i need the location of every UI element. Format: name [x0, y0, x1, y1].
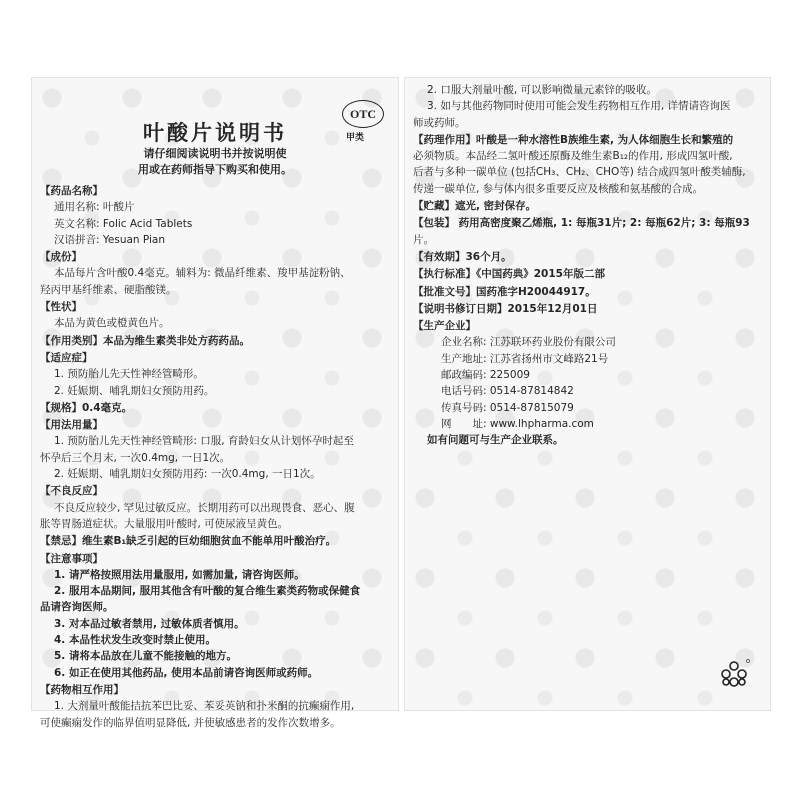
section-heading: 【适应症】 — [40, 351, 93, 364]
text-line: 汉语拼音: Yesuan Pian — [54, 233, 166, 246]
text-line: 品请咨询医师。 — [40, 601, 114, 614]
text-line: 后者与多种一碳单位 (包括CH₃、CH₂、CHO等) 结合成四氢叶酸类辅酶, — [413, 166, 746, 179]
section-heading: 【说明书修订日期】2015年12月01日 — [413, 302, 598, 315]
text-line: 4. 本品性状发生改变时禁止使用。 — [54, 634, 216, 647]
right-leaflet-page — [405, 78, 770, 710]
text-line: 必须物质。本品经二氢叶酸还原酶及维生素B₁₂的作用, 形成四氢叶酸, — [413, 150, 733, 163]
left-text-column — [40, 182, 390, 731]
section-heading: 【有效期】36个月。 — [413, 250, 512, 263]
text-line: 网 址: www.lhpharma.com — [441, 417, 594, 430]
document-title: 叶酸片说明书 — [143, 121, 287, 145]
text-line: 不良反应较少, 罕见过敏反应。长期用药可以出现畏食、恶心、腹 — [54, 501, 355, 514]
text-line: 1. 预防胎儿先天性神经管畸形。 — [54, 368, 204, 381]
left-leaflet-page — [32, 78, 398, 729]
text-line: 2. 服用本品期间, 服用其他含有叶酸的复合维生素类药物或保健食 — [54, 585, 361, 598]
text-line: 通用名称: 叶酸片 — [54, 201, 135, 214]
text-line: 师或药师。 — [413, 116, 466, 129]
text-line: 怀孕后三个月末, 一次0.4mg, 一日1次。 — [40, 451, 231, 464]
text-line: 1. 大剂量叶酸能拮抗苯巴比妥、苯妥英钠和扑米酮的抗癫痫作用, — [54, 700, 355, 713]
section-heading: 【药理作用】叶酸是一种水溶性B族维生素, 为人体细胞生长和繁殖的 — [413, 133, 734, 146]
text-line: 企业名称: 江苏联环药业股份有限公司 — [441, 336, 616, 349]
section-heading: 【作用类别】本品为维生素类非处方药药品。 — [40, 334, 250, 347]
otc-badge: OTC — [342, 100, 384, 128]
section-heading: 【禁忌】维生素B₁缺乏引起的巨幼细胞贫血不能单用叶酸治疗。 — [40, 535, 337, 548]
text-line: 1. 预防胎儿先天性神经管畸形: 口服, 育龄妇女从计划怀孕时起至 — [54, 435, 354, 448]
section-heading: 【执行标准】《中国药典》2015年版二部 — [413, 268, 605, 281]
text-line: 可使癫痫发作的临界值明显降低, 并使敏感患者的发作次数增多。 — [40, 716, 341, 729]
text-line: 3. 如与其他药物同时使用可能会发生药物相互作用, 详情请咨询医 — [427, 100, 731, 113]
text-line: 胀等胃肠道症状。大量服用叶酸时, 可使尿液呈黄色。 — [40, 517, 289, 530]
subtitle-line-1: 请仔细阅读说明书并按说明使 — [143, 147, 287, 160]
section-heading: 【用法用量】 — [40, 419, 103, 432]
text-line: 6. 如正在使用其他药品, 使用本品前请咨询医师或药师。 — [54, 666, 319, 679]
text-line: 2. 妊娠期、哺乳期妇女预防用药: 一次0.4mg, 一日1次。 — [54, 468, 321, 481]
text-line: 羟丙甲基纤维素、硬脂酸镁。 — [40, 283, 177, 296]
text-line: 如有问题可与生产企业联系。 — [427, 434, 564, 447]
manufacturer-logo-icon — [717, 658, 751, 698]
text-line: 传递一碳单位, 参与体内很多重要反应及核酸和氨基酸的合成。 — [413, 182, 704, 195]
section-heading: 【批准文号】国药准字H20044917。 — [413, 285, 596, 298]
text-line: 1. 请严格按照用法用量服用, 如需加量, 请咨询医师。 — [54, 568, 305, 581]
section-heading: 【包装】 药用高密度聚乙烯瓶, 1: 每瓶31片; 2: 每瓶62片; 3: 每瓶93 — [413, 217, 750, 230]
section-heading: 【规格】0.4毫克。 — [40, 401, 133, 414]
section-heading: 【成份】 — [40, 251, 82, 264]
section-heading: 【药品名称】 — [40, 185, 103, 197]
section-heading: 【生产企业】 — [413, 320, 476, 333]
section-heading: 【性状】 — [40, 301, 82, 314]
otc-category: 甲类 — [346, 133, 365, 143]
section-heading: 【注意事项】 — [40, 552, 103, 565]
subtitle-line-2: 用或在药师指导下购买和使用。 — [138, 163, 292, 176]
text-line: 英文名称: Folic Acid Tablets — [54, 217, 193, 230]
text-line: 2. 口服大剂量叶酸, 可以影响微量元素锌的吸收。 — [427, 84, 658, 96]
right-text-column — [413, 82, 762, 449]
text-line: 5. 请将本品放在儿童不能接触的地方。 — [54, 650, 237, 663]
text-line: 邮政编码: 225009 — [441, 369, 530, 382]
text-line: 本品为黄色或橙黄色片。 — [54, 317, 170, 330]
section-heading: 【不良反应】 — [40, 485, 103, 498]
text-line: 2. 妊娠期、哺乳期妇女预防用药。 — [54, 384, 215, 397]
section-heading: 【药物相互作用】 — [40, 683, 124, 696]
section-heading: 【贮藏】遮光, 密封保存。 — [413, 200, 537, 213]
text-line: 电话号码: 0514-87814842 — [441, 385, 574, 398]
text-line: 片。 — [413, 233, 434, 246]
text-line: 生产地址: 江苏省扬州市文峰路21号 — [441, 352, 609, 365]
text-line: 本品每片含叶酸0.4毫克。辅料为: 微晶纤维素、羧甲基淀粉钠、 — [54, 267, 351, 280]
text-line: 传真号码: 0514-87815079 — [441, 401, 574, 414]
text-line: 3. 对本品过敏者禁用, 过敏体质者慎用。 — [54, 617, 245, 630]
